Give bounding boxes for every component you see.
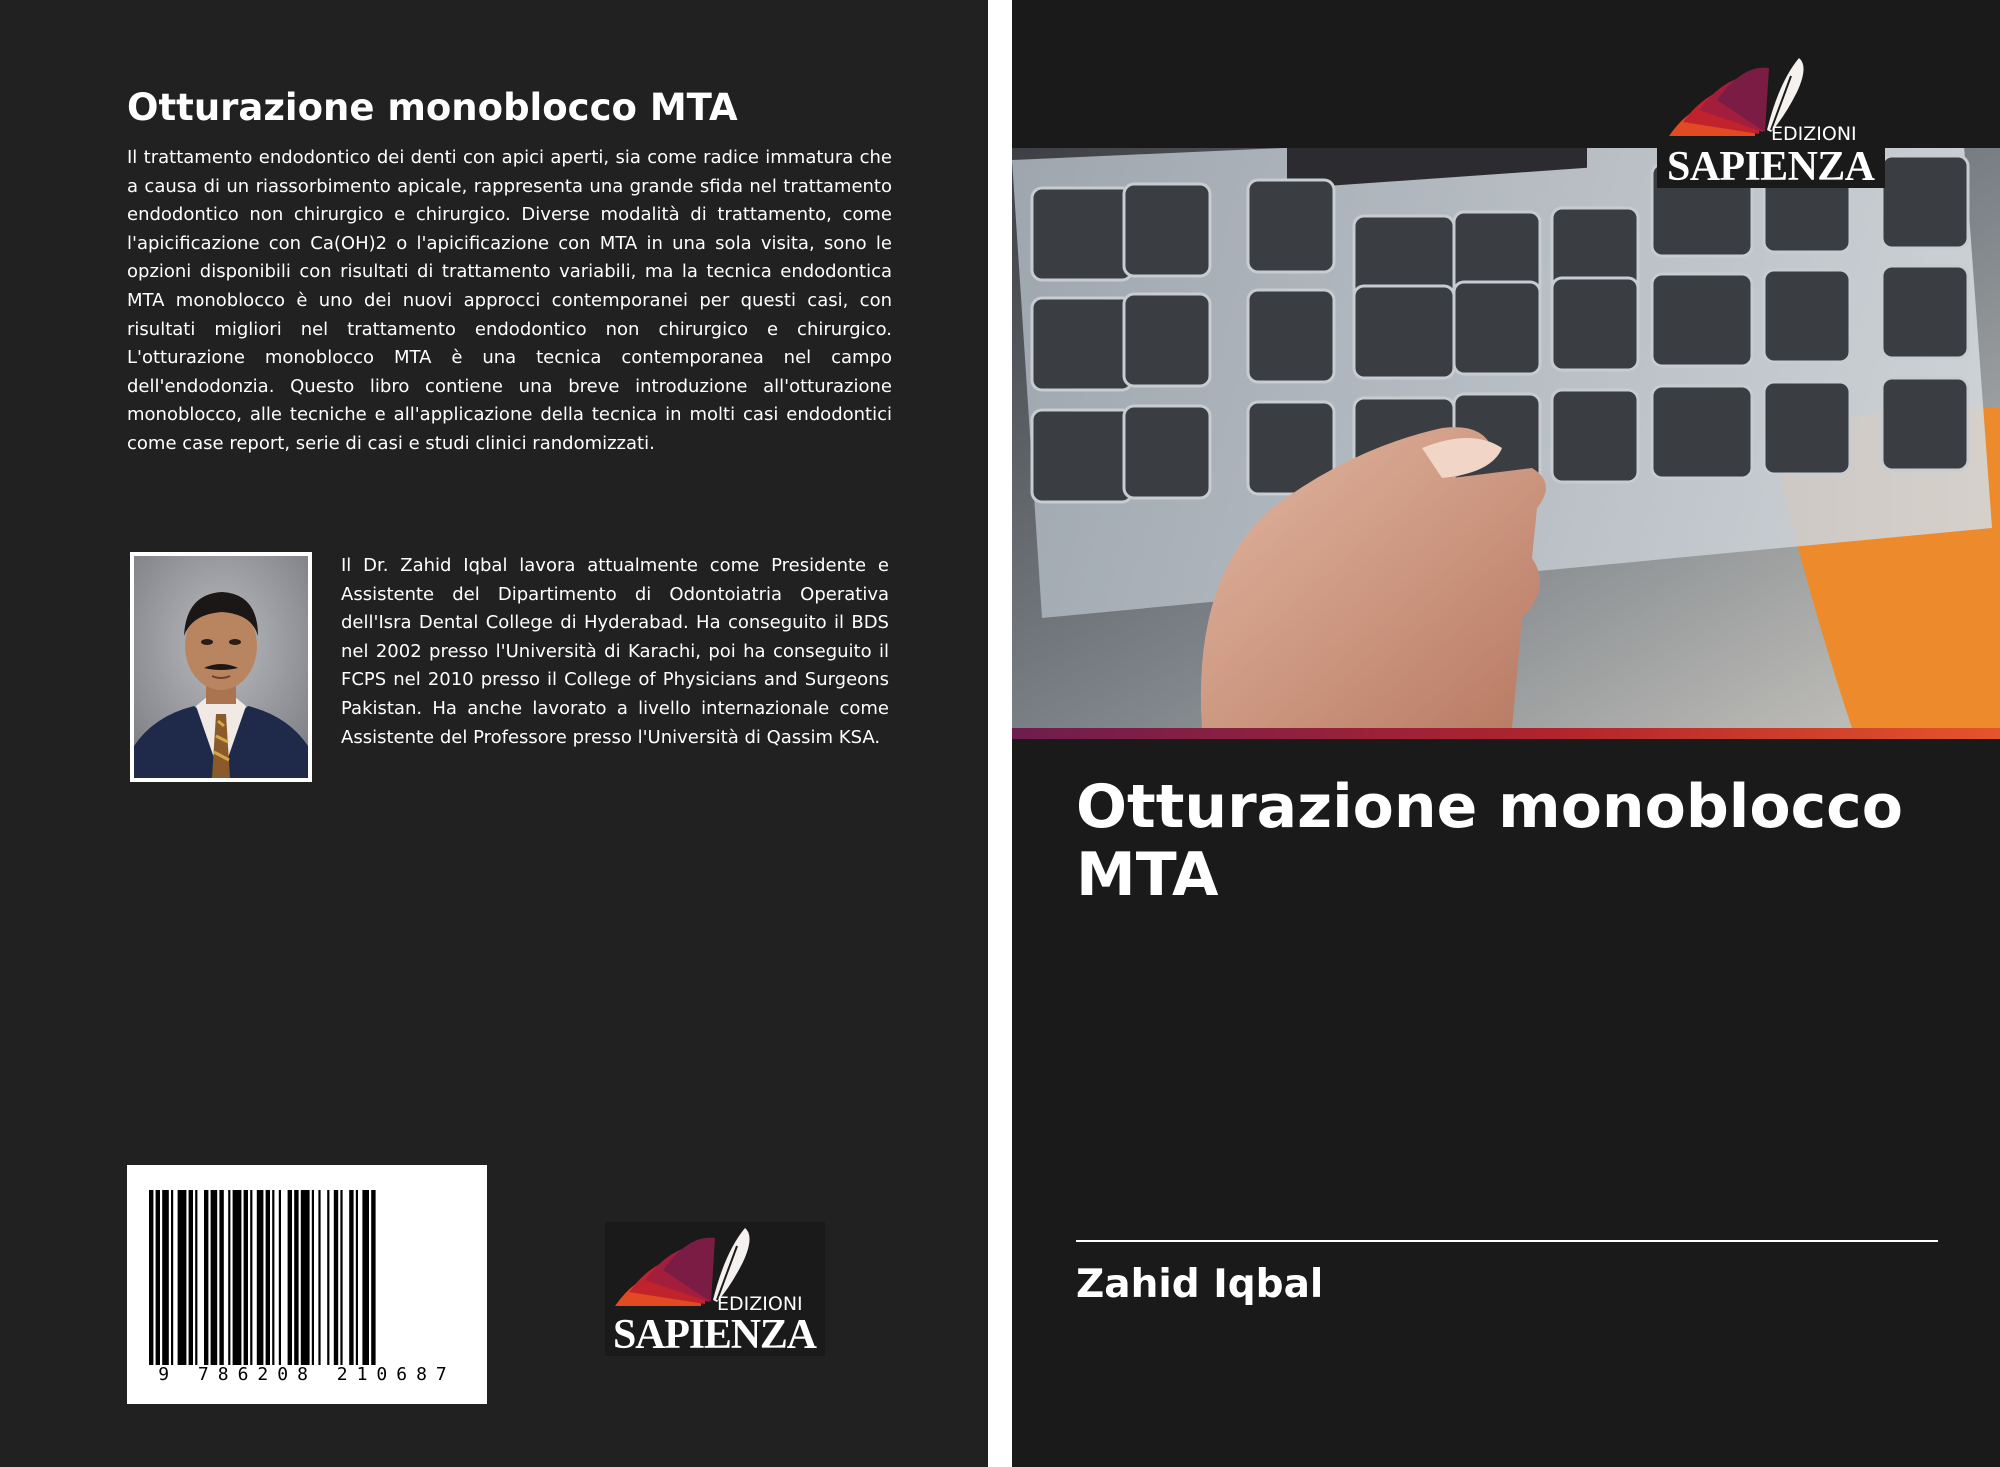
barcode-bar	[178, 1190, 187, 1365]
barcode-bar	[244, 1190, 248, 1365]
xray-frame	[1454, 282, 1540, 374]
title-divider	[1076, 1240, 1938, 1242]
front-cover	[1012, 0, 2000, 1467]
barcode-bar	[162, 1190, 169, 1365]
xray-frame	[1124, 184, 1210, 276]
front-cover-title: Otturazione monoblocco MTA	[1076, 772, 1903, 910]
spine-gap	[988, 0, 1012, 1467]
xray-frame	[1032, 188, 1132, 280]
front-cover-author: Zahid Iqbal	[1076, 1262, 1324, 1307]
barcode-icon	[127, 1165, 487, 1365]
svg-text:EDIZIONI: EDIZIONI	[717, 1293, 803, 1315]
svg-text:SAPIENZA: SAPIENZA	[613, 1312, 817, 1356]
barcode-bar	[149, 1190, 153, 1365]
barcode-bar	[327, 1190, 329, 1365]
isbn-barcode	[127, 1165, 487, 1404]
barcode-bar	[266, 1190, 270, 1365]
publisher-logo-back	[605, 1222, 825, 1356]
back-cover-title: Otturazione monoblocco MTA	[127, 86, 738, 129]
barcode-bar	[233, 1190, 242, 1365]
xray-frame	[1354, 286, 1454, 378]
barcode-bar	[318, 1190, 320, 1365]
barcode-bar	[301, 1190, 310, 1365]
author-bio: Il Dr. Zahid Iqbal lavora attualmente come Presidente e Assistente del Dipartimento di Odontoiatria Operativa dell'Isra Dental College di Hyderabad. Ha conseguito il BDS nel 2002 presso l'Università di Karachi, poi ha conseguito il FCPS nel 2010 presso il College of Physicians and Surgeons Pakistan. Ha anche lavorato a livello internazionale come Assistente del Professore presso l'Università di Qassim KSA.	[341, 555, 889, 748]
xray-frame	[1764, 382, 1850, 474]
svg-text:EDIZIONI: EDIZIONI	[1771, 123, 1857, 145]
xray-frame	[1552, 390, 1638, 482]
xray-frame	[1882, 266, 1968, 358]
barcode-bar	[189, 1190, 193, 1365]
barcode-bar	[362, 1190, 369, 1365]
barcode-bar	[312, 1190, 314, 1365]
barcode-bar	[219, 1190, 223, 1365]
barcode-bar	[356, 1190, 358, 1365]
xray-frame	[1652, 274, 1752, 366]
author-photo	[130, 552, 312, 782]
barcode-bar	[195, 1190, 197, 1365]
publisher-logo-front	[1657, 52, 1885, 188]
barcode-bar	[371, 1190, 375, 1365]
barcode-bar	[228, 1190, 230, 1365]
barcode-bar	[294, 1190, 298, 1365]
xray-frame	[1032, 298, 1132, 390]
xray-frame	[1124, 294, 1210, 386]
xray-frame	[1124, 406, 1210, 498]
barcode-bar	[272, 1190, 274, 1365]
barcode-bar	[204, 1190, 208, 1365]
isbn-number: 9 786208 210687	[158, 1364, 456, 1385]
barcode-bar	[349, 1190, 353, 1365]
barcode-bar	[334, 1190, 338, 1365]
back-cover	[0, 0, 988, 1467]
barcode-bar	[279, 1190, 281, 1365]
xray-photo	[1012, 148, 2000, 728]
barcode-bar	[171, 1190, 173, 1365]
xray-frame	[1764, 270, 1850, 362]
svg-text:SAPIENZA: SAPIENZA	[1667, 144, 1875, 188]
barcode-bar	[250, 1190, 252, 1365]
barcode-bar	[257, 1190, 264, 1365]
xray-frame	[1652, 386, 1752, 478]
xray-frame	[1248, 290, 1334, 382]
barcode-bar	[156, 1190, 160, 1365]
barcode-bar	[211, 1190, 218, 1365]
xray-frame	[1032, 410, 1132, 502]
accent-stripe	[1012, 728, 2000, 739]
xray-frame	[1248, 180, 1334, 272]
xray-frame	[1552, 278, 1638, 370]
xray-frame	[1882, 156, 1968, 248]
book-description: Il trattamento endodontico dei denti con apici aperti, sia come radice immatura che a causa di un riassorbimento apicale, rappresenta una grande sfida nel trattamento endodontico non chirurgico e chirurgico. Diverse modalità di trattamento, come l'apicificazione con Ca(OH)2 o l'apicificazione con MTA in una sola visita, sono le opzioni disponibili con risultati di trattamento variabili, ma la tecnica endodontica MTA monoblocco è uno dei nuovi approcci contemporanei per questi casi, con risultati migliori nel trattamento endodontico non chirurgico e chirurgico. L'otturazione monoblocco MTA è una tecnica contemporanea nel campo dell'endodonzia. Questo libro contiene una breve introduzione all'otturazione monoblocco, alle tecniche e all'applicazione della tecnica in molti casi endodontici come case report, serie di casi e studi clinici randomizzati.	[127, 147, 892, 454]
barcode-bar	[288, 1190, 292, 1365]
xray-frame	[1882, 378, 1968, 470]
barcode-bar	[340, 1190, 342, 1365]
